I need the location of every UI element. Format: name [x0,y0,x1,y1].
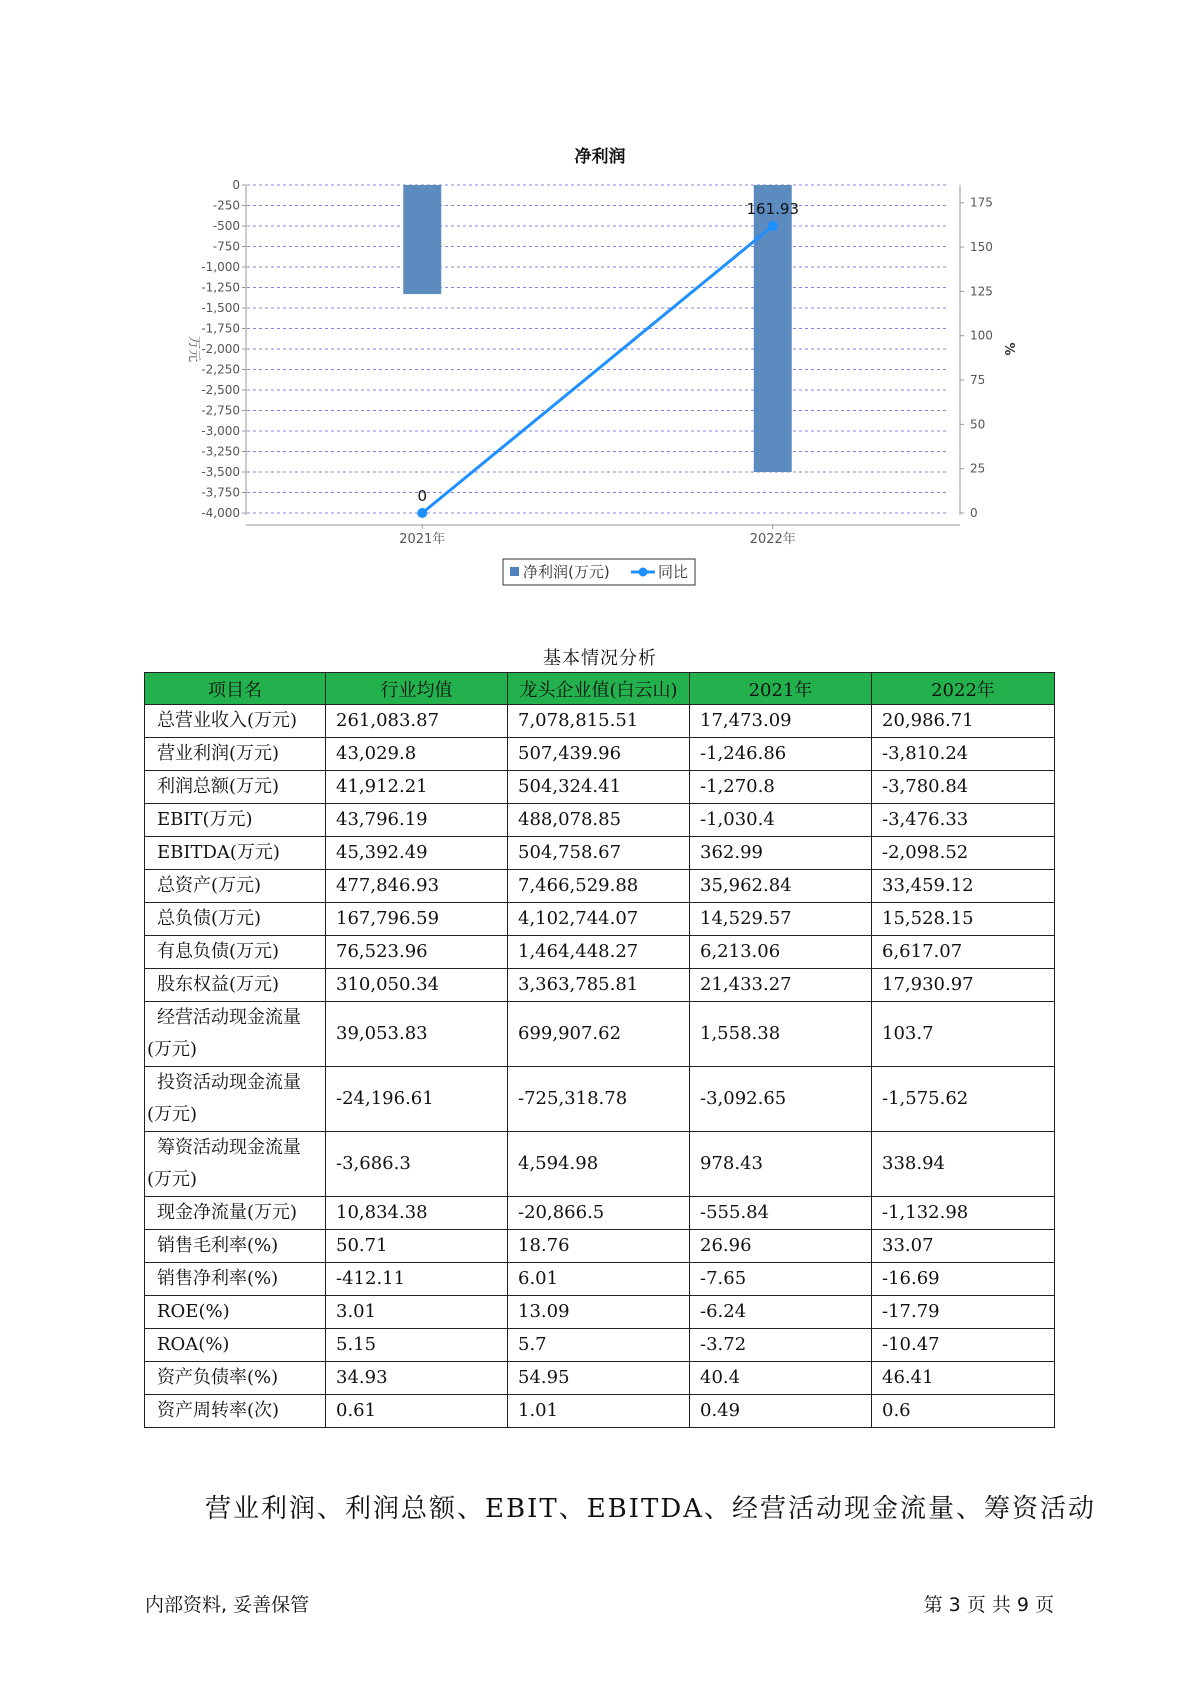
row-item-name: 总营业收入(万元) [145,705,326,738]
table-cell: 261,083.87 [326,705,508,738]
row-item-name: EBITDA(万元) [145,837,326,870]
row-item-name-line1: 投资活动现金流量 [157,1072,301,1093]
left-tick-label: -3,500 [201,465,240,479]
footer-confidential: 内部资料, 妥善保管 [145,1594,310,1616]
table-cell: 46.41 [872,1362,1055,1395]
table-row [145,837,1055,870]
left-tick-label: -1,500 [201,301,240,315]
table-row [145,804,1055,837]
x-tick-label: 2021年 [399,532,446,547]
row-item-name [145,1132,326,1197]
table-cell: 4,102,744.07 [508,903,690,936]
row-item-name: 有息负债(万元) [145,936,326,969]
left-tick-label: -3,250 [201,444,240,459]
table-cell: -555.84 [690,1197,872,1230]
table-cell: 5.15 [326,1329,508,1362]
table-cell: -20,866.5 [508,1197,690,1230]
table-cell: 17,473.09 [690,705,872,738]
table-cell: -10.47 [872,1329,1055,1362]
table-row [145,1002,1055,1067]
left-tick-label: -1,000 [201,260,240,274]
row-item-name: 现金净流量(万元) [145,1197,326,1230]
row-item-name: 总资产(万元) [145,870,326,903]
table-row [145,1329,1055,1362]
row-item-name: 利润总额(万元) [145,771,326,804]
table-cell: -7.65 [690,1263,872,1296]
row-item-name-line1: 筹资活动现金流量 [157,1137,301,1158]
table-row [145,903,1055,936]
table-cell: 3,363,785.81 [508,969,690,1002]
table-cell: 34.93 [326,1362,508,1395]
table-cell: -1,132.98 [872,1197,1055,1230]
table-cell: 43,796.19 [326,804,508,837]
table-cell: 167,796.59 [326,903,508,936]
right-tick-label: 100 [970,328,993,343]
table-row [145,771,1055,804]
right-tick-label: 75 [970,373,986,388]
table-cell: -3,686.3 [326,1132,508,1197]
table-cell: 20,986.71 [872,705,1055,738]
row-item-name-line1: 经营活动现金流量 [157,1007,301,1028]
table-cell: 15,528.15 [872,903,1055,936]
footer-page-number: 第 3 页 共 9 页 [923,1594,1054,1616]
table-cell: 310,050.34 [326,969,508,1002]
row-item-name: 营业利润(万元) [145,738,326,771]
right-tick-label: 175 [970,195,993,210]
table-cell: -3,780.84 [872,771,1055,804]
row-item-name-line2: (万元) [147,1039,198,1060]
header-industry-avg: 行业均值 [326,673,508,705]
table-cell: 504,324.41 [508,771,690,804]
table-cell: -3.72 [690,1329,872,1362]
table-cell: 7,466,529.88 [508,870,690,903]
table-cell: 103.7 [872,1002,1055,1067]
row-item-name: 销售净利率(%) [145,1263,326,1296]
row-item-name: 销售毛利率(%) [145,1230,326,1263]
table-cell: -3,810.24 [872,738,1055,771]
left-tick-label: -3,750 [201,485,240,500]
table-cell: 18.76 [508,1230,690,1263]
table-cell: 6,617.07 [872,936,1055,969]
left-tick-label: -1,750 [201,321,240,336]
table-cell: 0.6 [872,1395,1055,1428]
table-cell: -725,318.78 [508,1067,690,1132]
yoy-data-label: 161.93 [746,199,799,218]
legend-yoy: 同比 [658,563,689,581]
chart-title: 净利润 [574,147,626,167]
header-item-name: 项目名 [145,673,326,705]
left-axis-title: 万元 [186,335,201,363]
left-tick-label: -2,250 [201,362,240,377]
table-row [145,1132,1055,1197]
left-tick-label: -500 [212,219,240,233]
table-cell: -6.24 [690,1296,872,1329]
header-2022: 2022年 [872,673,1055,705]
row-item-name: ROE(%) [145,1296,326,1329]
row-item-name: 资产负债率(%) [145,1362,326,1395]
left-tick-label: 0 [232,178,240,192]
table-cell: 5.7 [508,1329,690,1362]
table-row [145,969,1055,1002]
table-row [145,705,1055,738]
table-cell: 33.07 [872,1230,1055,1263]
chart-legend [503,559,695,585]
table-header-row [145,673,1055,705]
legend-net-profit: 净利润(万元) [523,563,610,581]
table-cell: 13.09 [508,1296,690,1329]
x-tick-label: 2022年 [749,532,796,547]
table-row [145,1263,1055,1296]
header-2021: 2021年 [690,673,872,705]
right-tick-label: 0 [970,506,978,520]
table-row [145,738,1055,771]
table-cell: -412.11 [326,1263,508,1296]
table-cell: 76,523.96 [326,936,508,969]
row-item-name [145,1002,326,1067]
table-cell: 338.94 [872,1132,1055,1197]
table-cell: -17.79 [872,1296,1055,1329]
table-cell: 0.61 [326,1395,508,1428]
right-axis-title: % [1001,342,1016,356]
table-title: 基本情况分析 [543,648,657,669]
row-item-name: 资产周转率(次) [145,1395,326,1428]
left-tick-label: -4,000 [201,506,240,520]
table-cell: -1,575.62 [872,1067,1055,1132]
table-row [145,1395,1055,1428]
table-cell: 699,907.62 [508,1002,690,1067]
table-row [145,1362,1055,1395]
table-cell: 54.95 [508,1362,690,1395]
basic-analysis-table [144,672,1055,1428]
table-cell: -1,246.86 [690,738,872,771]
table-cell: 41,912.21 [326,771,508,804]
table-row [145,1230,1055,1263]
right-tick-label: 150 [970,240,993,255]
table-cell: 507,439.96 [508,738,690,771]
table-cell: 43,029.8 [326,738,508,771]
right-tick-label: 50 [970,417,986,432]
table-cell: 488,078.85 [508,804,690,837]
table-cell: 14,529.57 [690,903,872,936]
table-row [145,870,1055,903]
table-cell: 10,834.38 [326,1197,508,1230]
table-cell: 1,558.38 [690,1002,872,1067]
yoy-point [417,508,427,518]
left-tick-label: -750 [212,239,240,254]
row-item-name [145,1067,326,1132]
table-cell: 978.43 [690,1132,872,1197]
row-item-name: EBIT(万元) [145,804,326,837]
yoy-data-label: 0 [417,487,428,505]
table-cell: 50.71 [326,1230,508,1263]
table-row [145,1067,1055,1132]
table-cell: 1.01 [508,1395,690,1428]
table-cell: 4,594.98 [508,1132,690,1197]
row-item-name: 总负债(万元) [145,903,326,936]
table-row [145,936,1055,969]
table-cell: 1,464,448.27 [508,936,690,969]
left-tick-label: -1,250 [201,280,240,295]
table-cell: -16.69 [872,1263,1055,1296]
table-row [145,1197,1055,1230]
row-item-name-line2: (万元) [147,1169,198,1190]
table-cell: 3.01 [326,1296,508,1329]
yoy-line [422,226,773,513]
table-cell: 26.96 [690,1230,872,1263]
left-tick-label: -2,750 [201,403,240,418]
table-cell: 39,053.83 [326,1002,508,1067]
table-cell: 33,459.12 [872,870,1055,903]
row-item-name: 股东权益(万元) [145,969,326,1002]
table-cell: 40.4 [690,1362,872,1395]
body-paragraph: 营业利润、利润总额、EBIT、EBITDA、经营活动现金流量、筹资活动 [205,1494,1097,1524]
row-item-name-line2: (万元) [147,1104,198,1125]
table-cell: 0.49 [690,1395,872,1428]
table-cell: 477,846.93 [326,870,508,903]
table-cell: -1,030.4 [690,804,872,837]
table-cell: -3,092.65 [690,1067,872,1132]
table-cell: 504,758.67 [508,837,690,870]
yoy-point [768,221,778,231]
table-cell: -1,270.8 [690,771,872,804]
table-cell: 21,433.27 [690,969,872,1002]
bar-2021年 [403,185,441,294]
table-cell: -2,098.52 [872,837,1055,870]
table-cell: 45,392.49 [326,837,508,870]
table-cell: -24,196.61 [326,1067,508,1132]
table-cell: 362.99 [690,837,872,870]
left-tick-label: -250 [212,198,240,213]
table-cell: 7,078,815.51 [508,705,690,738]
legend-bar-swatch [510,567,519,576]
table-cell: -3,476.33 [872,804,1055,837]
net-profit-chart [0,0,1191,600]
left-tick-label: -2,000 [201,342,240,356]
row-item-name: ROA(%) [145,1329,326,1362]
table-cell: 6,213.06 [690,936,872,969]
table-cell: 6.01 [508,1263,690,1296]
right-tick-label: 125 [970,284,993,299]
left-tick-label: -2,500 [201,383,240,397]
header-leader-value: 龙头企业值(白云山) [508,673,690,705]
legend-line-marker [639,568,648,577]
left-tick-label: -3,000 [201,424,240,438]
table-row [145,1296,1055,1329]
table-cell: 17,930.97 [872,969,1055,1002]
table-cell: 35,962.84 [690,870,872,903]
right-tick-label: 25 [970,461,986,476]
